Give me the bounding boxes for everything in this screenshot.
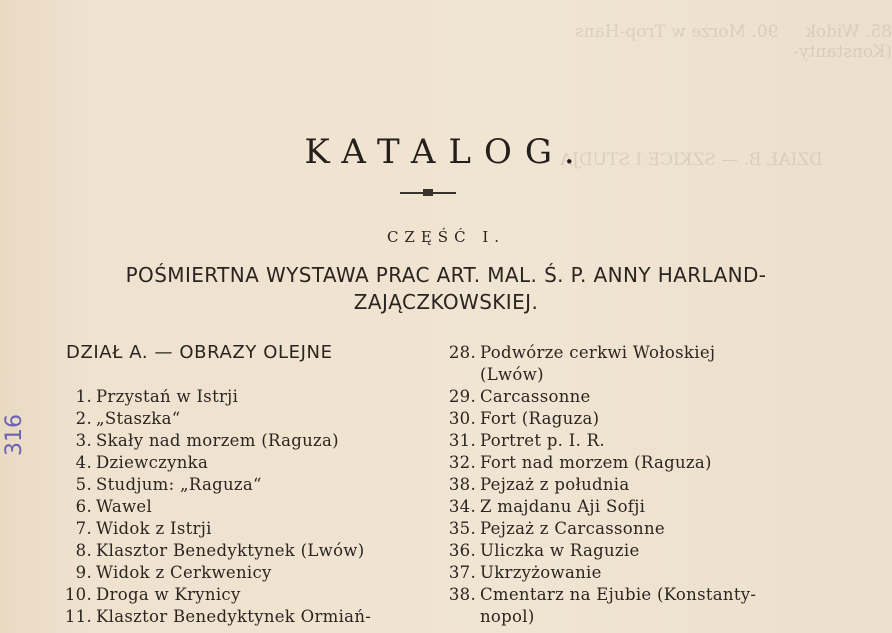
title-ornament-dot bbox=[423, 189, 433, 196]
item-number: 30. bbox=[448, 409, 476, 428]
list-item bbox=[50, 584, 371, 606]
list-item bbox=[50, 408, 371, 430]
list-item bbox=[440, 430, 756, 452]
list-item bbox=[440, 496, 756, 518]
item-title: Wawel bbox=[96, 497, 153, 516]
list-item bbox=[440, 474, 756, 496]
item-number: 31. bbox=[448, 431, 476, 450]
item-number: 35. bbox=[448, 519, 476, 538]
list-item bbox=[440, 408, 756, 430]
item-number: 9. bbox=[75, 563, 92, 582]
item-number: 32. bbox=[448, 453, 476, 472]
list-item bbox=[50, 606, 371, 628]
item-title: Portret p. I. R. bbox=[480, 431, 605, 450]
item-title: „Staszka“ bbox=[96, 409, 181, 428]
item-number: 38. bbox=[448, 475, 476, 494]
item-title: Droga w Krynicy bbox=[96, 585, 241, 604]
item-title: Klasztor Benedyktynek (Lwów) bbox=[96, 541, 365, 560]
item-number: 11. bbox=[64, 607, 92, 626]
part-label: CZĘŚĆ I. bbox=[386, 228, 506, 246]
list-item bbox=[440, 386, 756, 408]
list-item bbox=[440, 540, 756, 562]
item-number: 29. bbox=[448, 387, 476, 406]
list-item bbox=[440, 518, 756, 540]
item-title: Podwórze cerkwi Wołoskiej bbox=[480, 343, 716, 362]
bleed-through-text: DZIAŁ B. — SZKICE I STUDJA bbox=[560, 150, 823, 170]
item-number: 28. bbox=[448, 343, 476, 362]
item-number: 1. bbox=[75, 387, 92, 406]
item-title: Carcassonne bbox=[480, 387, 591, 406]
list-item bbox=[50, 452, 371, 474]
heading-line-1: POŚMIERTNA WYSTAWA PRAC ART. MAL. Ś. P. ANNY HARLAND- bbox=[125, 263, 767, 287]
item-number: 36. bbox=[448, 541, 476, 560]
item-title-continuation: nopol) bbox=[480, 607, 535, 626]
item-title: Widok z Cerkwenicy bbox=[96, 563, 272, 582]
item-number: 38. bbox=[448, 585, 476, 604]
catalog-title: KATALOG. bbox=[304, 132, 588, 172]
heading-line-2: ZAJĄCZKOWSKIEJ. bbox=[353, 290, 539, 314]
list-item bbox=[50, 474, 371, 496]
item-title: Pejzaż z Carcassonne bbox=[480, 519, 665, 538]
list-item bbox=[440, 342, 756, 364]
bleed-through-text: 85. Widok 90. Morze w Trop-Hans (Konstanty- bbox=[574, 22, 892, 62]
item-number: 5. bbox=[75, 475, 92, 494]
item-title: Pejzaż z południa bbox=[480, 475, 630, 494]
list-item bbox=[50, 518, 371, 540]
item-title: Uliczka w Raguzie bbox=[480, 541, 640, 560]
item-number: 3. bbox=[75, 431, 92, 450]
section-title: DZIAŁ A. — OBRAZY OLEJNE bbox=[66, 342, 333, 363]
left-catalog-list bbox=[50, 386, 371, 628]
item-number: 7. bbox=[75, 519, 92, 538]
item-title: Skały nad morzem (Raguza) bbox=[96, 431, 339, 450]
list-item bbox=[50, 496, 371, 518]
list-item bbox=[440, 562, 756, 584]
item-number: 2. bbox=[75, 409, 92, 428]
right-catalog-list bbox=[440, 342, 756, 628]
list-item bbox=[50, 386, 371, 408]
item-title: Dziewczynka bbox=[96, 453, 209, 472]
list-item bbox=[50, 562, 371, 584]
exhibition-heading bbox=[40, 262, 852, 316]
item-title: Fort (Raguza) bbox=[480, 409, 600, 428]
item-title: Fort nad morzem (Raguza) bbox=[480, 453, 712, 472]
handwritten-annotation: 316 bbox=[2, 414, 27, 456]
item-title: Przystań w Istrji bbox=[96, 387, 239, 406]
item-number: 8. bbox=[75, 541, 92, 560]
item-title: Studjum: „Raguza“ bbox=[96, 475, 262, 494]
item-number: 37. bbox=[448, 563, 476, 582]
item-title-continuation: (Lwów) bbox=[480, 365, 544, 384]
item-number: 10. bbox=[64, 585, 92, 604]
list-item bbox=[50, 540, 371, 562]
list-item bbox=[50, 430, 371, 452]
item-title: Cmentarz na Ejubie (Konstanty- bbox=[480, 585, 757, 604]
list-item bbox=[440, 452, 756, 474]
item-title: Z majdanu Aji Sofji bbox=[480, 497, 646, 516]
item-title: Klasztor Benedyktynek Ormiań- bbox=[96, 607, 372, 626]
item-title: Ukrzyżowanie bbox=[480, 563, 602, 582]
list-item bbox=[440, 584, 756, 606]
item-title: Widok z Istrji bbox=[96, 519, 212, 538]
item-number: 34. bbox=[448, 497, 476, 516]
item-number: 6. bbox=[75, 497, 92, 516]
item-number: 4. bbox=[75, 453, 92, 472]
